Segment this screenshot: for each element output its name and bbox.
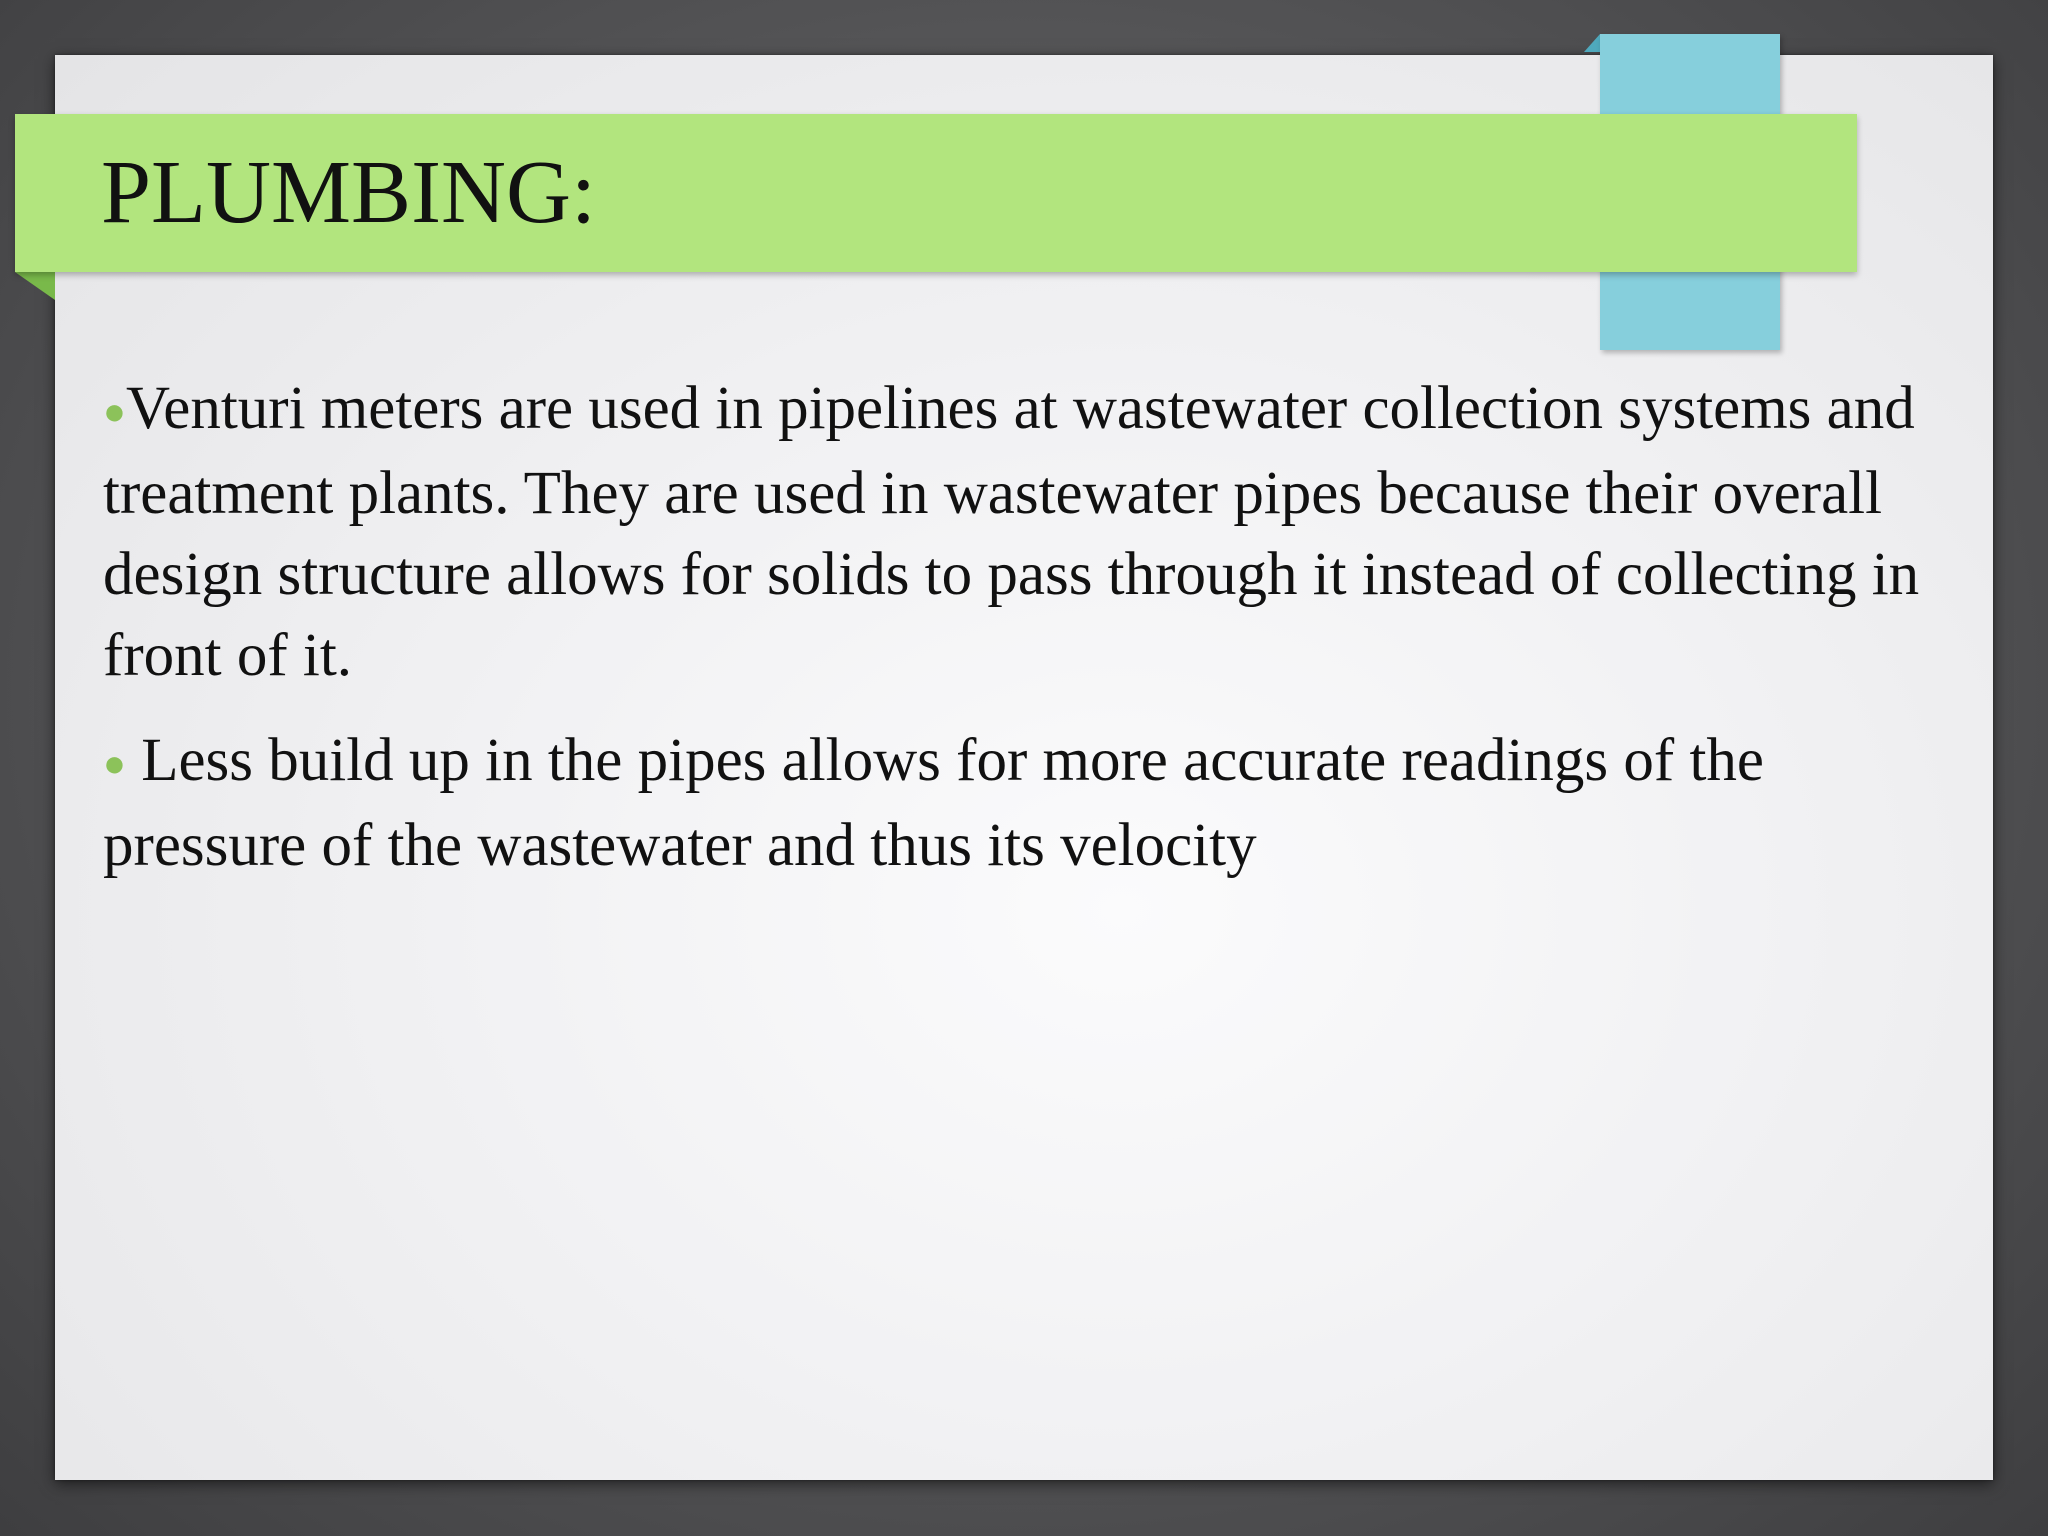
bullet-dot-icon: ● [103, 391, 126, 433]
bullet-text: Less build up in the pipes allows for more accurate readings of the pressure of the wastewater and thus its velocity [103, 727, 1764, 879]
bullet-dot-icon: ● [103, 743, 126, 785]
bullet-text: Venturi meters are used in pipelines at wastewater collection systems and treatment plants. They are used in wastewater pipes because their overall design structure allows for solids to pass through it instead of collecting in front of it. [103, 375, 1920, 689]
bullet-item [103, 368, 1933, 696]
tab-fold-decoration [1584, 34, 1600, 52]
slide-body [103, 368, 1933, 910]
title-band-fold-decoration [15, 272, 55, 300]
bullet-item [103, 720, 1933, 886]
slide-title: PLUMBING: [101, 143, 597, 242]
